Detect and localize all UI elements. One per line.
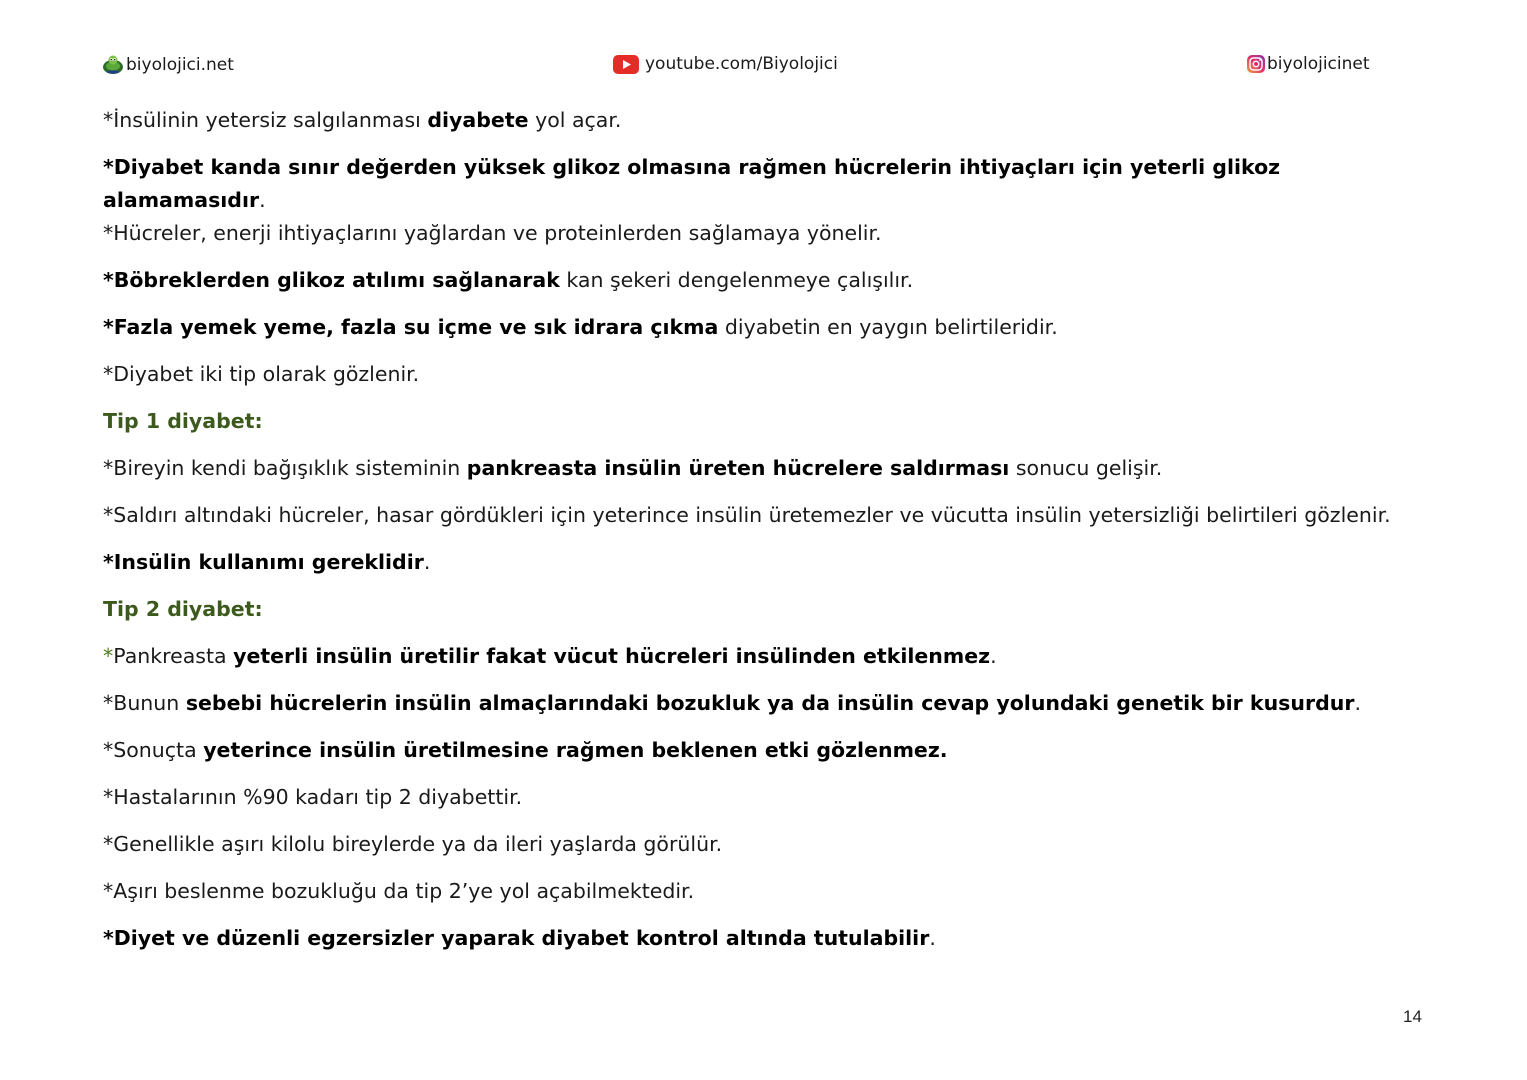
- bold-run: yeterli insülin üretilir fakat vücut hücreleri insülinden etkilenmez: [233, 644, 991, 668]
- instagram-label: biyolojicinet: [1267, 54, 1370, 74]
- text-run: .: [259, 188, 266, 212]
- paragraph: [103, 734, 1403, 767]
- page-number: 14: [1403, 1007, 1422, 1026]
- text-run: Pankreasta: [113, 644, 234, 668]
- bold-run: yeterince insülin üretilmesine rağmen beklenen etki gözlenmez.: [203, 738, 948, 762]
- text-run: *Aşırı beslenme bozukluğu da tip 2’ye yol açabilmektedir.: [103, 879, 695, 903]
- text-run: .: [423, 550, 431, 574]
- document-body: [103, 104, 1403, 969]
- paragraph: [103, 499, 1403, 532]
- bold-run: sebebi hücrelerin insülin almaçlarındaki bozukluk ya da insülin cevap yolundaki genetik bir kusurdur: [185, 691, 1355, 715]
- bold-run: *Fazla yemek yeme, fazla su içme ve sık idrara çıkma: [103, 315, 719, 339]
- paragraph: [103, 452, 1403, 485]
- youtube-label: youtube.com/Biyolojici: [645, 54, 838, 74]
- paragraph: [103, 922, 1403, 955]
- text-run: *Diyabet iki tip olarak gözlenir.: [103, 362, 420, 386]
- site-label: biyolojici.net: [126, 55, 234, 75]
- text-run: *Hücreler, enerji ihtiyaçlarını yağlardan ve proteinlerden sağlamaya yönelir.: [103, 221, 882, 245]
- text-run: *Bunun: [103, 691, 186, 715]
- text-run: yol açar.: [528, 108, 622, 132]
- turtle-logo-icon: [102, 54, 124, 76]
- bold-run: pankreasta insülin üreten hücrelere saldırması: [466, 456, 1010, 480]
- youtube-icon: [613, 55, 639, 74]
- paragraph: [103, 875, 1403, 908]
- instagram-icon: [1247, 55, 1265, 73]
- text-run: .: [1354, 691, 1361, 715]
- bold-run: *Böbreklerden glikoz atılımı sağlanarak: [103, 268, 560, 292]
- text-run: *Genellikle aşırı kilolu bireylerde ya da ileri yaşlarda görülür.: [103, 832, 723, 856]
- text-run: .: [929, 926, 936, 950]
- paragraph: [103, 546, 1403, 579]
- paragraph: [103, 217, 1403, 250]
- text-run: diyabetin en yaygın belirtileridir.: [718, 315, 1058, 339]
- paragraph: [103, 151, 1403, 217]
- text-run: kan şekeri dengelenmeye çalışılır.: [559, 268, 914, 292]
- youtube-link[interactable]: [613, 54, 838, 74]
- bold-run: *Diyet ve düzenli egzersizler yaparak diyabet kontrol altında tutulabilir: [103, 926, 930, 950]
- paragraph: [103, 781, 1403, 814]
- bold-run: diyabete: [427, 108, 529, 132]
- text-run: *Sonuçta: [103, 738, 204, 762]
- paragraph: [103, 104, 1403, 137]
- bold-run: *Diyabet kanda sınır değerden yüksek glikoz olmasına rağmen hücrelerin ihtiyaçları için yeterli glikoz alamamasıdır: [103, 155, 1281, 212]
- text-run: *: [103, 644, 114, 668]
- instagram-link[interactable]: [1247, 54, 1370, 74]
- bold-run: *Insülin kullanımı gereklidir: [103, 550, 424, 574]
- paragraph: [103, 640, 1403, 673]
- section-heading-tip1: Tip 1 diyabet:: [103, 409, 263, 433]
- paragraph: [103, 264, 1403, 297]
- text-run: .: [990, 644, 997, 668]
- paragraph: [103, 828, 1403, 861]
- page-header: [0, 54, 1527, 82]
- text-run: sonucu gelişir.: [1009, 456, 1163, 480]
- text-run: *Hastalarının %90 kadarı tip 2 diyabettir.: [103, 785, 523, 809]
- section-heading-tip2: Tip 2 diyabet:: [103, 597, 263, 621]
- text-run: *Saldırı altındaki hücreler, hasar gördükleri için yeterince insülin üretemezler ve vücutta insülin yetersizliği belirtileri gözlenir.: [103, 503, 1391, 527]
- paragraph: [103, 687, 1403, 720]
- site-link[interactable]: [102, 54, 234, 76]
- text-run: *Bireyin kendi bağışıklık sisteminin: [103, 456, 467, 480]
- text-run: *İnsülinin yetersiz salgılanması: [103, 108, 428, 132]
- paragraph: [103, 358, 1403, 391]
- paragraph: [103, 311, 1403, 344]
